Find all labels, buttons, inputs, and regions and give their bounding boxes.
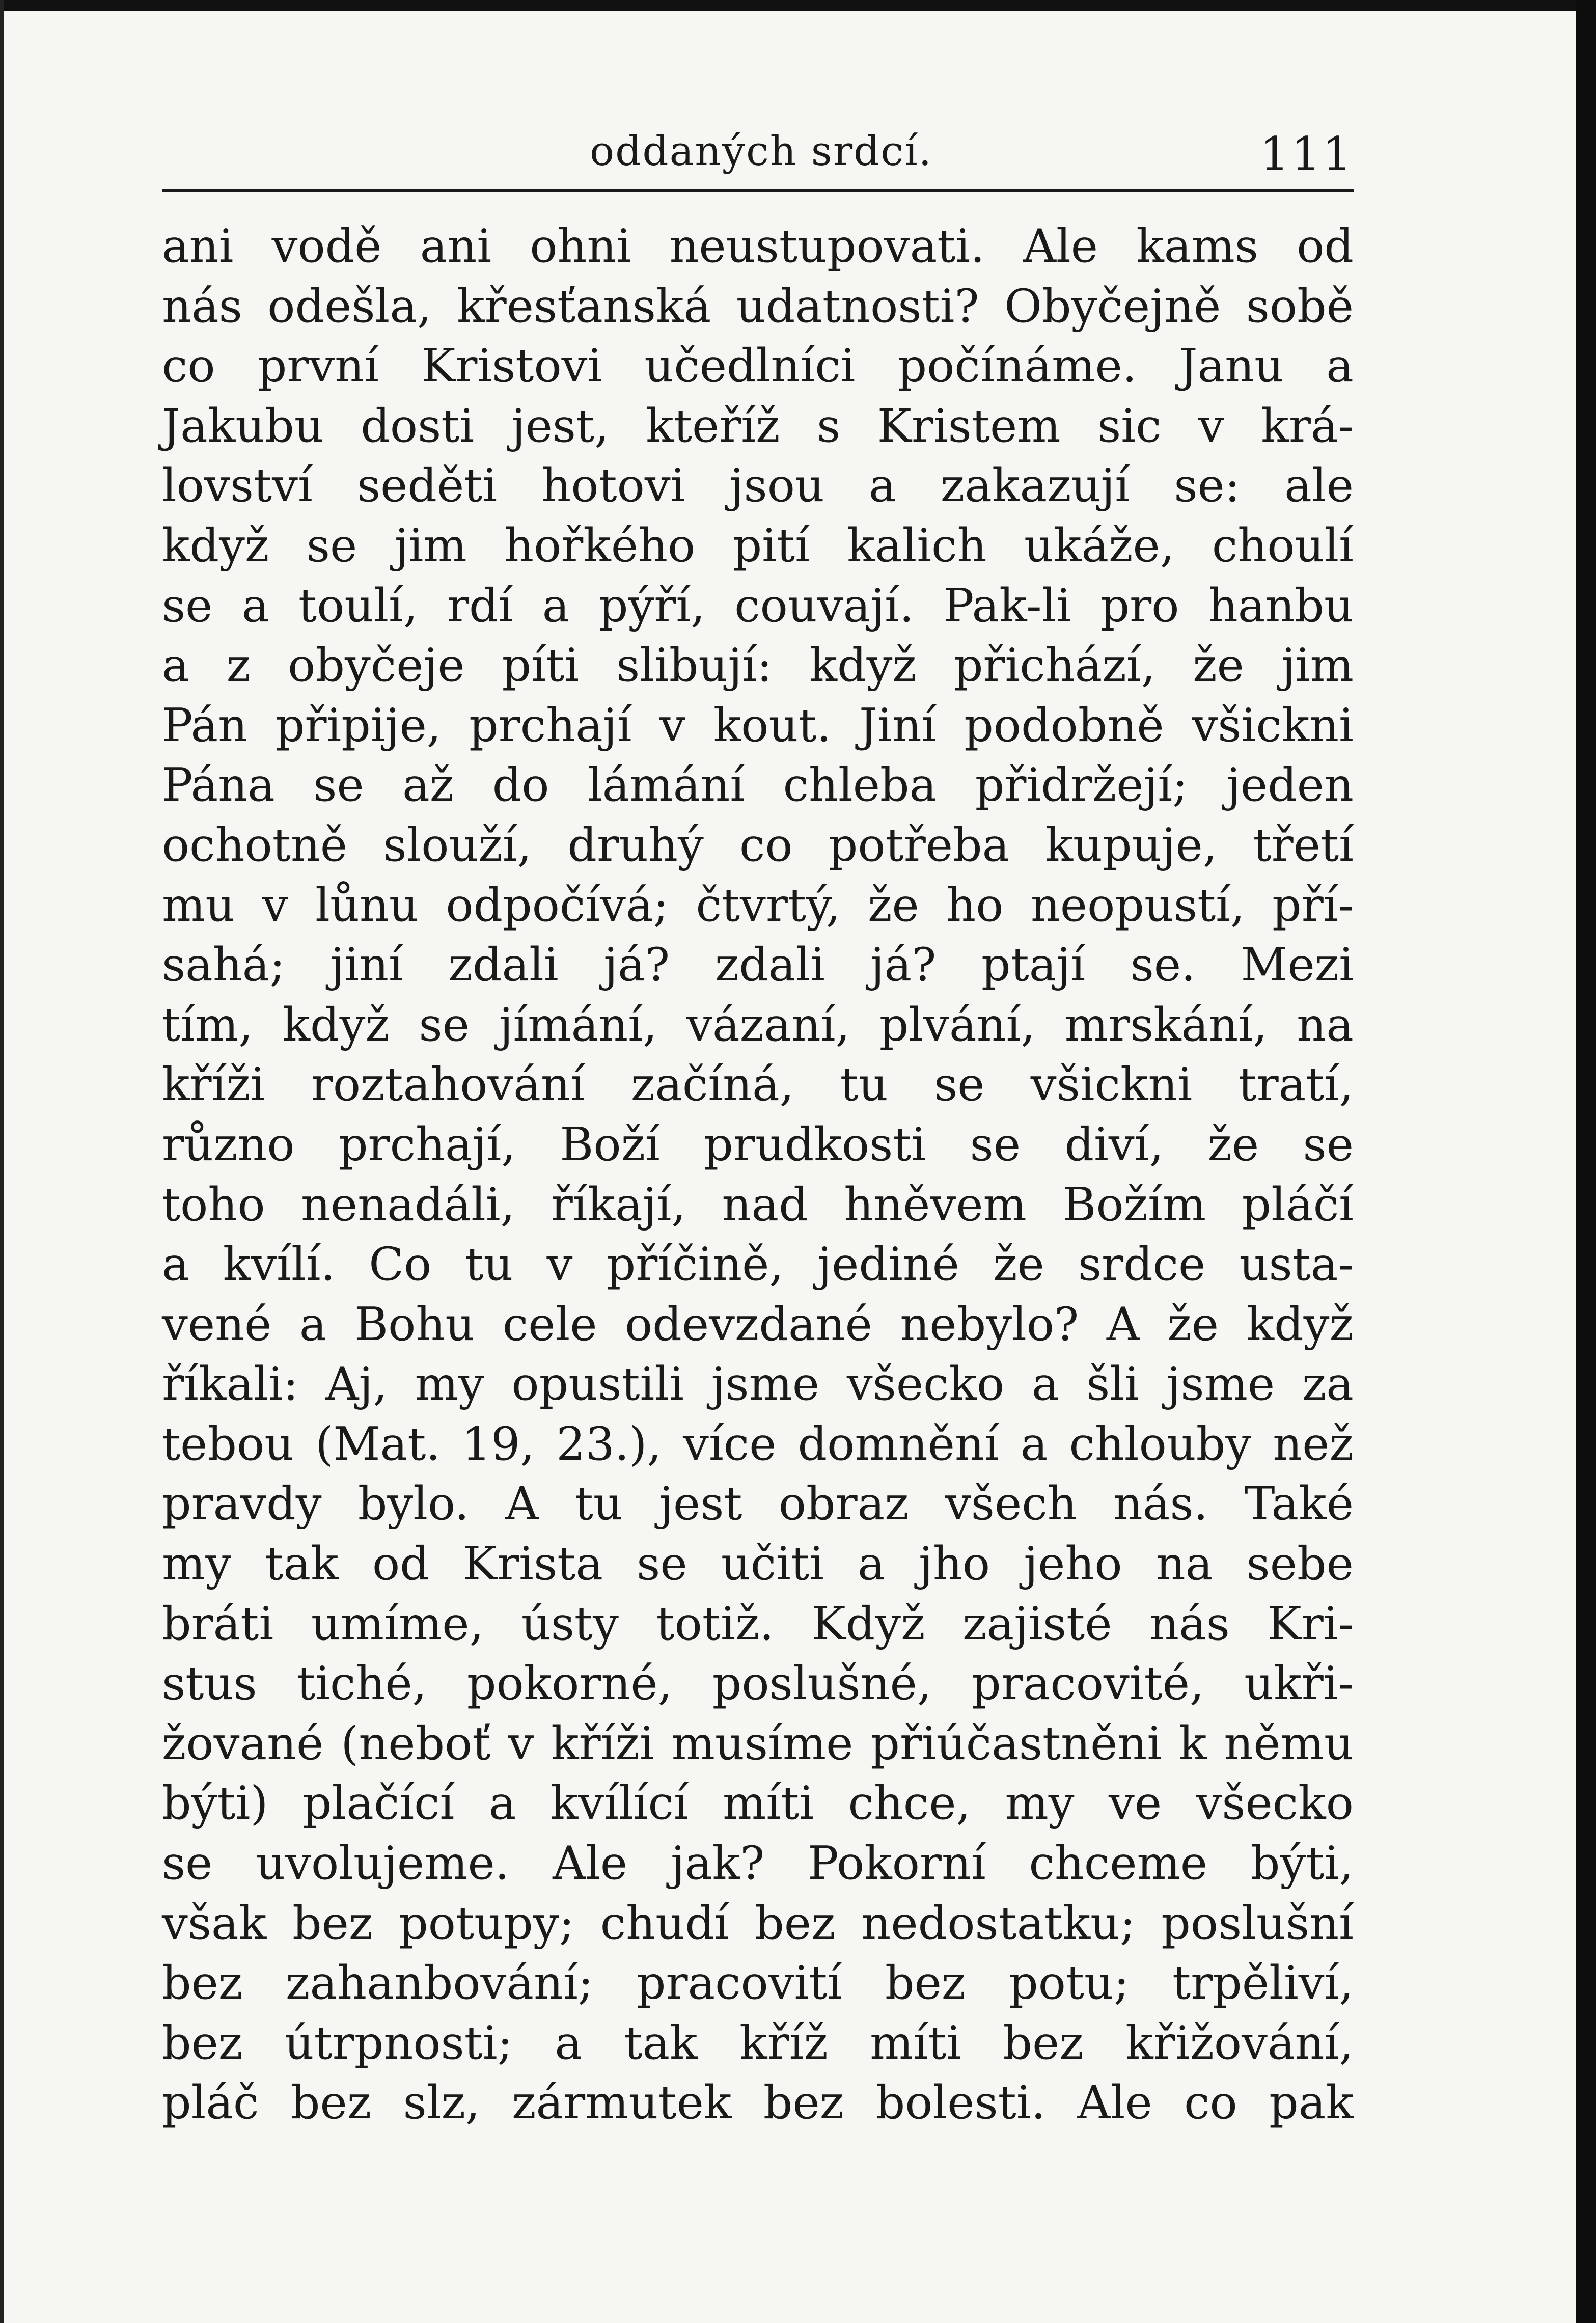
- text-line: a kvílí. Co tu v příčině, jediné že srdce usta-: [162, 1238, 1354, 1292]
- text-line: sahá; jiní zdali já? zdali já? ptají se. Mezi: [162, 938, 1354, 992]
- text-line: bráti umíme, ústy totiž. Když zajisté nás Kri-: [162, 1597, 1354, 1651]
- text-line: tebou (Mat. 19, 23.), více domnění a chlouby než: [162, 1417, 1354, 1471]
- scan-edge-right: [1576, 0, 1596, 2323]
- text-line: když se jim hořkého pití kalich ukáže, choulí: [162, 518, 1354, 572]
- text-line: žované (neboť v kříži musíme přiúčastněni k němu: [162, 1716, 1354, 1770]
- text-line: pláč bez slz, zármutek bez bolesti. Ale co pak: [162, 2076, 1354, 2130]
- text-line: stus tiché, pokorné, poslušné, pracovité, ukři-: [162, 1657, 1354, 1711]
- running-head: oddaných srdcí.: [590, 127, 933, 175]
- text-line: pravdy bylo. A tu jest obraz všech nás. Také: [162, 1477, 1354, 1531]
- text-line: bez zahanbování; pracovití bez potu; trpěliví,: [162, 1956, 1354, 2010]
- text-line: ochotně slouží, druhý co potřeba kupuje, třetí: [162, 818, 1354, 872]
- scan-edge-top: [0, 0, 1596, 11]
- header-rule: [162, 189, 1354, 192]
- text-line: Pána se až do lámání chleba přidržejí; jeden: [162, 758, 1354, 812]
- text-line: Jakubu dosti jest, kteříž s Kristem sic v krá-: [162, 399, 1354, 453]
- text-line: Pán připije, prchají v kout. Jiní podobně všickni: [162, 698, 1354, 752]
- text-line: se uvolujeme. Ale jak? Pokorní chceme býti,: [162, 1837, 1354, 1891]
- text-line: tím, když se jímání, vázaní, plvání, mrskání, na: [162, 998, 1354, 1052]
- scan-edge-left: [0, 0, 4, 2323]
- text-line: co první Kristovi učedlníci počínáme. Janu a: [162, 339, 1354, 393]
- text-line: my tak od Krista se učiti a jho jeho na sebe: [162, 1537, 1354, 1591]
- text-line: říkali: Aj, my opustili jsme všecko a šli jsme za: [162, 1357, 1354, 1411]
- page-header: [162, 127, 1354, 188]
- text-line: vené a Bohu cele odevzdané nebylo? A že když: [162, 1297, 1354, 1351]
- text-line: lovství seděti hotovi jsou a zakazují se: ale: [162, 459, 1354, 513]
- text-line: kříži roztahování začíná, tu se všickni tratí,: [162, 1058, 1354, 1112]
- body-text: [162, 216, 1354, 2133]
- text-line: nás odešla, křesťanská udatnosti? Obyčejně sobě: [162, 279, 1354, 333]
- text-line: mu v lůnu odpočívá; čtvrtý, že ho neopustí, pří-: [162, 878, 1354, 932]
- text-line: ani vodě ani ohni neustupovati. Ale kams od: [162, 220, 1354, 273]
- text-line: různo prchají, Boží prudkosti se diví, že se: [162, 1117, 1354, 1171]
- text-line: toho nenadáli, říkají, nad hněvem Božím pláčí: [162, 1178, 1354, 1232]
- text-line: bez útrpnosti; a tak kříž míti bez křižování,: [162, 2016, 1354, 2070]
- text-line: se a toulí, rdí a pýří, couvají. Pak-li pro hanbu: [162, 579, 1354, 633]
- text-line: však bez potupy; chudí bez nedostatku; poslušní: [162, 1896, 1354, 1950]
- text-line: býti) plačící a kvílící míti chce, my ve všecko: [162, 1777, 1354, 1830]
- page-number: 111: [1260, 127, 1354, 181]
- text-line: a z obyčeje píti slibují: když přichází, že jim: [162, 639, 1354, 693]
